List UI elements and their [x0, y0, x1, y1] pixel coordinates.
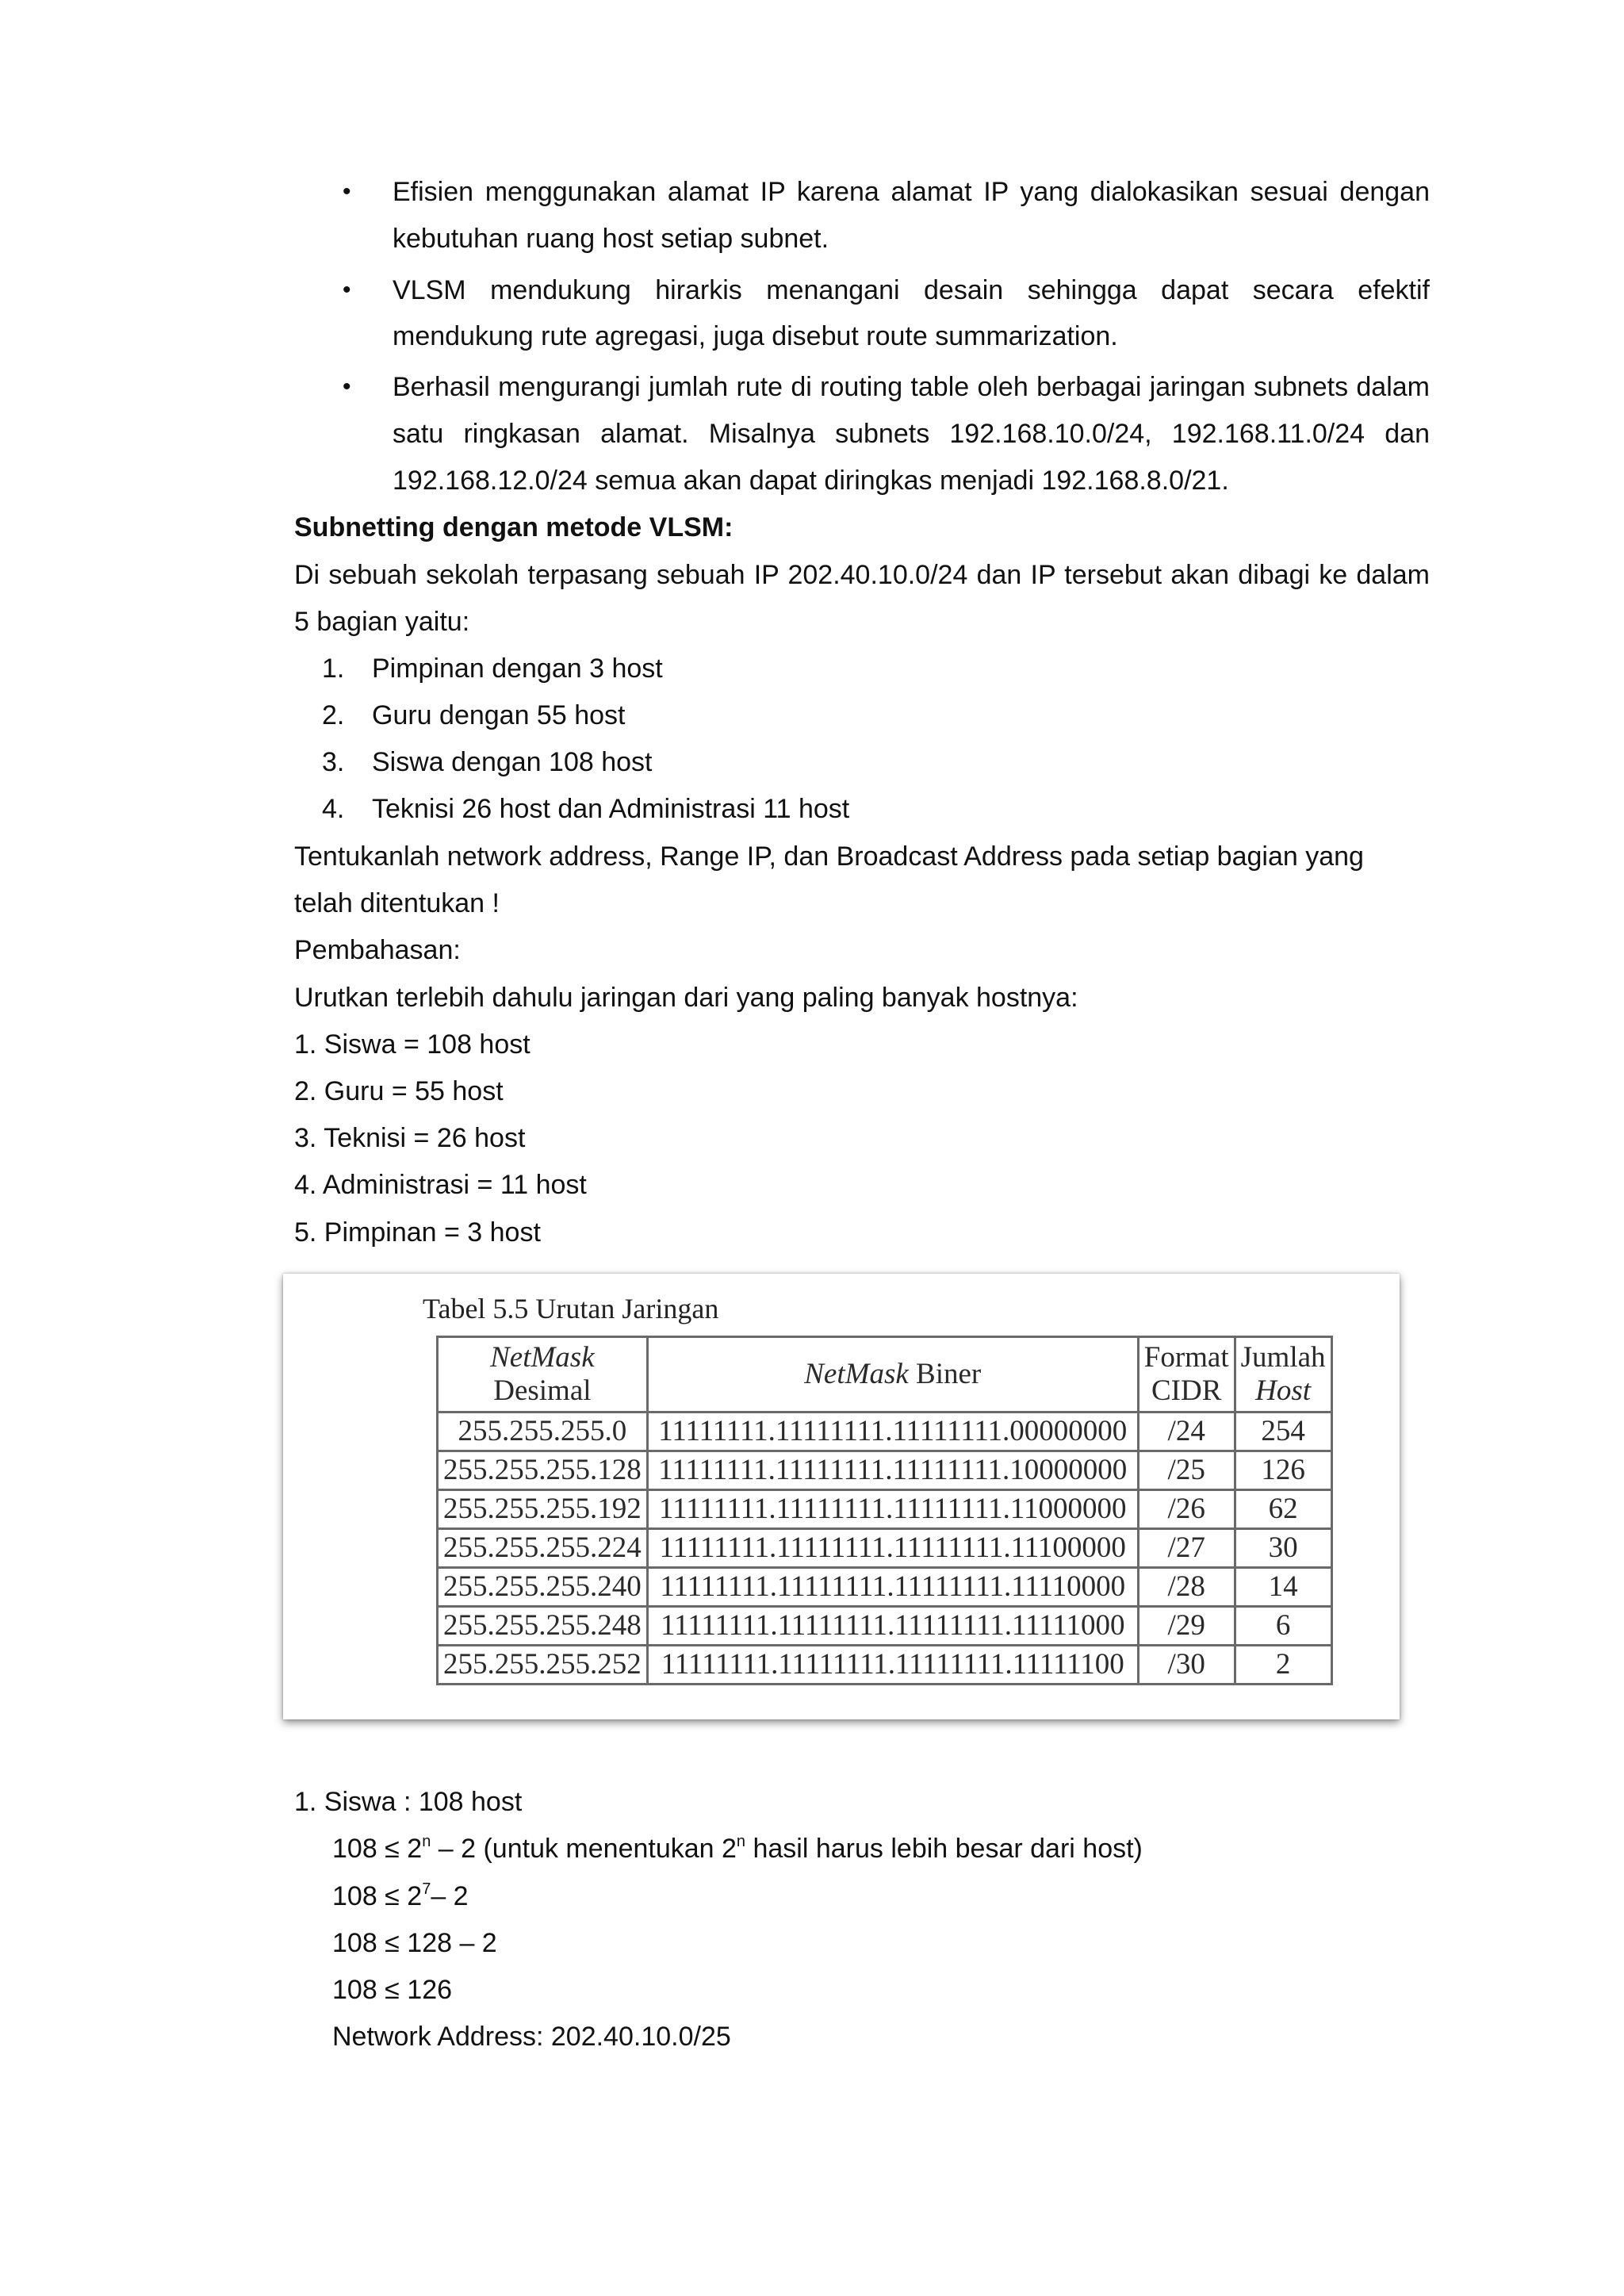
- order-item: 2. Guru = 55 host: [294, 1076, 504, 1106]
- order-item: 4. Administrasi = 11 host: [294, 1170, 587, 1200]
- cell-host-count: 126: [1235, 1451, 1331, 1490]
- bullet-2-line-1: VLSM mendukung hirarkis menangani desain sehingga dapat secara efektif: [393, 275, 1430, 305]
- task-line-2: telah ditentukan !: [294, 888, 500, 918]
- calc-exponent: 7: [422, 1880, 431, 1898]
- order-item: 3. Teknisi = 26 host: [294, 1123, 526, 1153]
- section-heading: Subnetting dengan metode VLSM:: [294, 512, 733, 542]
- header-text: Jumlah: [1240, 1341, 1326, 1374]
- table-row: [438, 1490, 1332, 1529]
- bullet-1-line-2: kebutuhan ruang host setiap subnet.: [393, 224, 829, 254]
- table-row: [438, 1646, 1332, 1685]
- table-row: [438, 1412, 1332, 1451]
- header-text: Format: [1143, 1341, 1229, 1374]
- header-text: Biner: [908, 1358, 982, 1390]
- bullet-marker: •: [343, 374, 351, 400]
- cell-netmask-decimal: 255.255.255.248: [438, 1607, 648, 1646]
- calc-network-address: Network Address: 202.40.10.0/25: [332, 2022, 731, 2052]
- cell-netmask-binary: 11111111.11111111.11111111.11111000: [647, 1607, 1138, 1646]
- cell-netmask-decimal: 255.255.255.252: [438, 1646, 648, 1685]
- cell-cidr: /30: [1138, 1646, 1235, 1685]
- bullet-2-line-2: mendukung rute agregasi, juga disebut route summarization.: [393, 321, 1118, 351]
- cell-netmask-decimal: 255.255.255.128: [438, 1451, 648, 1490]
- part-text: Siswa dengan 108 host: [372, 747, 653, 777]
- cell-netmask-binary: 11111111.11111111.11111111.11111100: [647, 1646, 1138, 1685]
- part-number: 4.: [322, 794, 345, 824]
- calc-line-4: 108 ≤ 126: [332, 1975, 453, 2005]
- header-text: Host: [1255, 1374, 1312, 1407]
- netmask-table-figure: [283, 1274, 1400, 1719]
- intro-line-1: Di sebuah sekolah terpasang sebuah IP 202.40.10.0/24 dan IP tersebut akan dibagi ke dalam: [294, 560, 1430, 590]
- cell-cidr: /26: [1138, 1490, 1235, 1529]
- bullet-marker: •: [343, 277, 351, 303]
- calc-exponent: n: [422, 1832, 431, 1850]
- cell-netmask-decimal: 255.255.255.192: [438, 1490, 648, 1529]
- calc-text: 108 ≤ 2: [332, 1834, 423, 1864]
- header-host-count: [1235, 1337, 1331, 1412]
- calc-text: 108 ≤ 2: [332, 1881, 423, 1911]
- part-text: Pimpinan dengan 3 host: [372, 654, 663, 684]
- part-text: Guru dengan 55 host: [372, 700, 626, 730]
- cell-netmask-decimal: 255.255.255.224: [438, 1529, 648, 1568]
- part-text: Teknisi 26 host dan Administrasi 11 host: [372, 794, 850, 824]
- cell-host-count: 14: [1235, 1568, 1331, 1607]
- part-number: 2.: [322, 700, 345, 730]
- netmask-table: [436, 1336, 1333, 1685]
- part-number: 3.: [322, 747, 345, 777]
- cell-netmask-decimal: 255.255.255.240: [438, 1568, 648, 1607]
- table-header-row: [438, 1337, 1332, 1412]
- table-row: [438, 1568, 1332, 1607]
- cell-host-count: 30: [1235, 1529, 1331, 1568]
- table-row: [438, 1529, 1332, 1568]
- calc-text: – 2: [431, 1881, 469, 1911]
- bullet-marker: •: [343, 178, 351, 205]
- header-cidr: [1138, 1337, 1235, 1412]
- cell-cidr: /24: [1138, 1412, 1235, 1451]
- cell-cidr: /25: [1138, 1451, 1235, 1490]
- calc-text: – 2 (untuk menentukan 2: [431, 1834, 737, 1864]
- header-netmask-decimal: [438, 1337, 648, 1412]
- pembahasan-label: Pembahasan:: [294, 935, 461, 965]
- order-item: 5. Pimpinan = 3 host: [294, 1217, 541, 1248]
- cell-netmask-binary: 11111111.11111111.11111111.10000000: [647, 1451, 1138, 1490]
- part-number: 1.: [322, 654, 345, 684]
- cell-netmask-binary: 11111111.11111111.11111111.11100000: [647, 1529, 1138, 1568]
- calc-title: 1. Siswa : 108 host: [294, 1787, 523, 1817]
- header-text: NetMask: [804, 1358, 909, 1390]
- table-caption: Tabel 5.5 Urutan Jaringan: [423, 1293, 719, 1324]
- order-item: 1. Siswa = 108 host: [294, 1029, 530, 1060]
- header-text: CIDR: [1151, 1374, 1222, 1407]
- calc-exponent: n: [736, 1832, 746, 1850]
- cell-cidr: /27: [1138, 1529, 1235, 1568]
- cell-host-count: 2: [1235, 1646, 1331, 1685]
- header-text: Desimal: [493, 1374, 592, 1407]
- header-netmask-binary: [647, 1337, 1138, 1412]
- task-line-1: Tentukanlah network address, Range IP, dan Broadcast Address pada setiap bagian yang: [294, 841, 1364, 872]
- table-row: [438, 1451, 1332, 1490]
- cell-netmask-decimal: 255.255.255.0: [438, 1412, 648, 1451]
- cell-netmask-binary: 11111111.11111111.11111111.11000000: [647, 1490, 1138, 1529]
- bullet-3-line-1: Berhasil mengurangi jumlah rute di routing table oleh berbagai jaringan subnets dalam: [393, 372, 1430, 402]
- bullet-1-line-1: Efisien menggunakan alamat IP karena alamat IP yang dialokasikan sesuai dengan: [393, 177, 1430, 207]
- order-intro: Urutkan terlebih dahulu jaringan dari yang paling banyak hostnya:: [294, 983, 1078, 1013]
- header-text: NetMask: [490, 1341, 595, 1374]
- cell-netmask-binary: 11111111.11111111.11111111.11110000: [647, 1568, 1138, 1607]
- bullet-3-line-3: 192.168.12.0/24 semua akan dapat diringkas menjadi 192.168.8.0/21.: [393, 466, 1229, 496]
- cell-cidr: /29: [1138, 1607, 1235, 1646]
- calc-text: hasil harus lebih besar dari host): [745, 1834, 1143, 1864]
- cell-cidr: /28: [1138, 1568, 1235, 1607]
- cell-host-count: 62: [1235, 1490, 1331, 1529]
- intro-line-2: 5 bagian yaitu:: [294, 607, 470, 637]
- cell-host-count: 254: [1235, 1412, 1331, 1451]
- calc-line-3: 108 ≤ 128 – 2: [332, 1928, 497, 1958]
- calc-line-1: [332, 1833, 1143, 1865]
- calc-line-2: [332, 1880, 469, 1912]
- cell-netmask-binary: 11111111.11111111.11111111.00000000: [647, 1412, 1138, 1451]
- table-row: [438, 1607, 1332, 1646]
- bullet-3-line-2: satu ringkasan alamat. Misalnya subnets 192.168.10.0/24, 192.168.11.0/24 dan: [393, 419, 1430, 449]
- cell-host-count: 6: [1235, 1607, 1331, 1646]
